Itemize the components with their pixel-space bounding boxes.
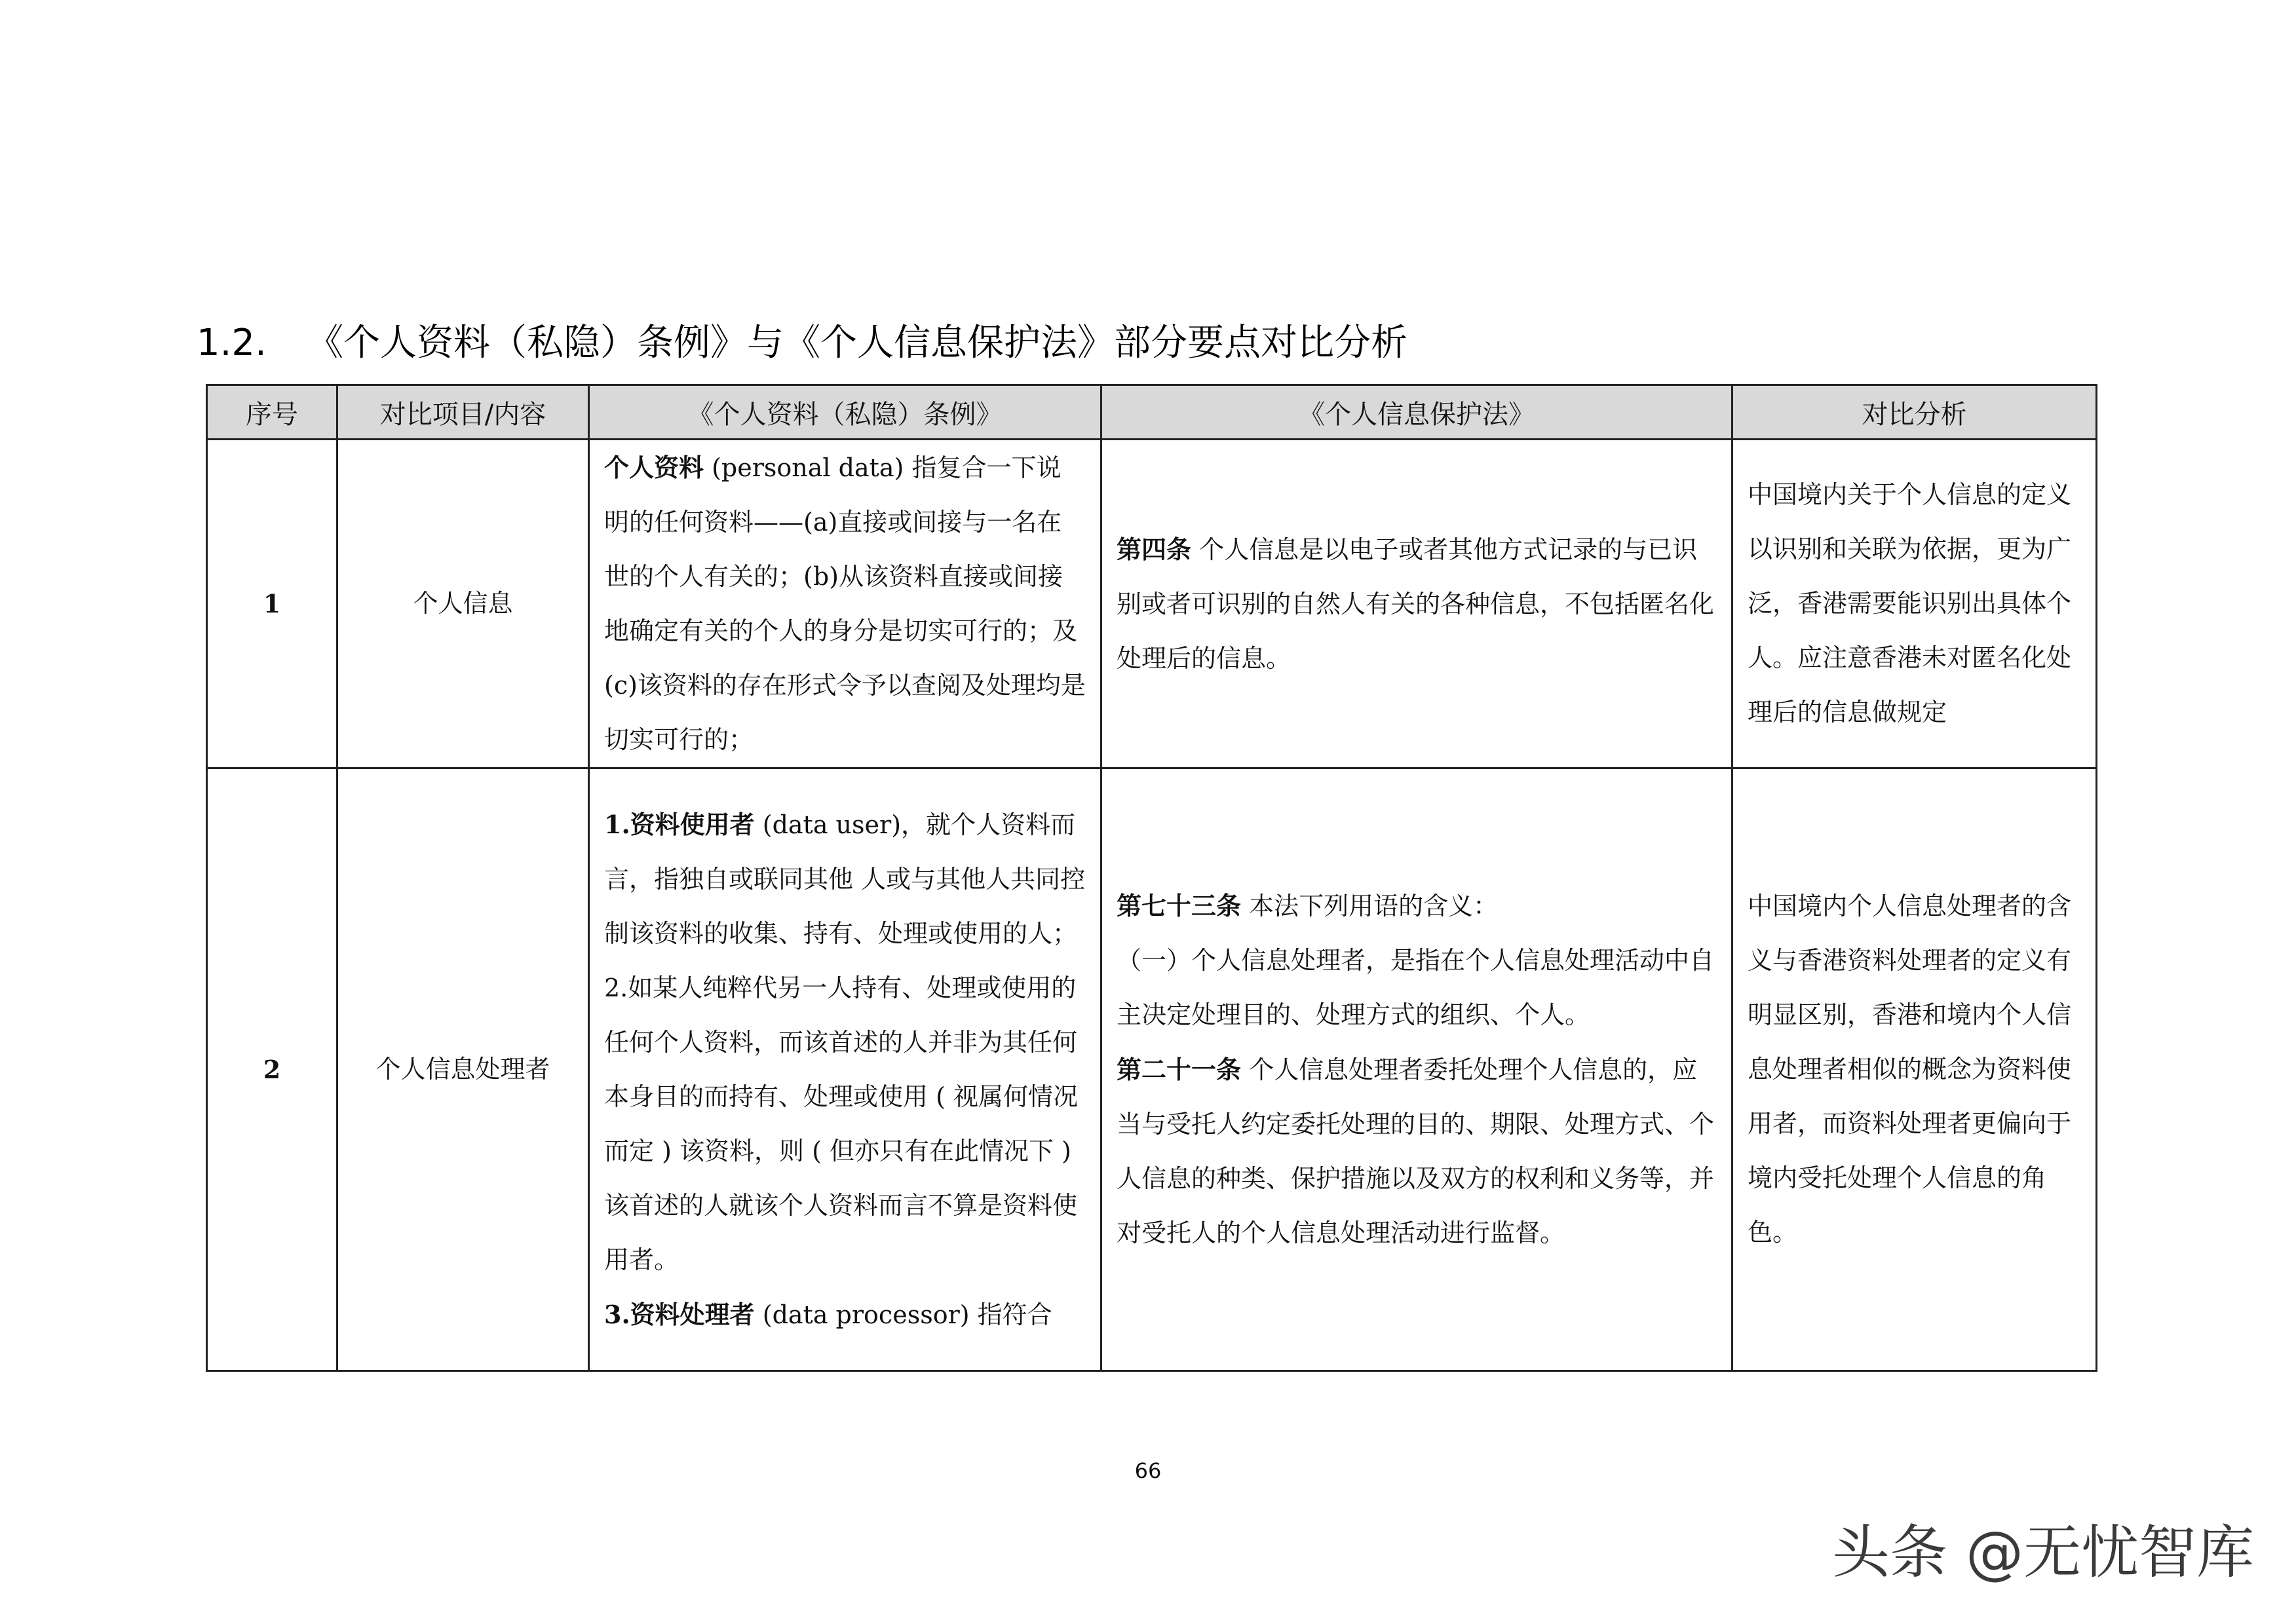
header-hk-ordinance: 《个人资料（私隐）条例》 bbox=[589, 385, 1101, 440]
pipl-text: 个人信息处理者委托处理个人信息的，应当与受托人约定委托处理的目的、期限、处理方式、个人信息的种类、保护措施以及双方的权利和义务等，并对受托人的个人信息处理活动进行监督。 bbox=[1117, 1055, 1715, 1247]
watermark: 头条 @无忧智库 bbox=[1832, 1519, 2254, 1586]
section-number: 1.2. bbox=[197, 322, 267, 364]
pipl-article: 第二十一条 bbox=[1117, 1055, 1242, 1084]
row-seq: 2 bbox=[207, 768, 337, 1371]
hk-term: 3.资料处理者 bbox=[604, 1299, 755, 1329]
hk-text: (data user)，就个人资料而言，指独自或联同其他 人或与其他人共同控制该资料的收集、持有、处理或使用的人； bbox=[604, 810, 1086, 948]
header-item: 对比项目/内容 bbox=[337, 385, 589, 440]
analysis-cell: 中国境内关于个人信息的定义以识别和关联为依据，更为广泛，香港需要能识别出具体个人。应注意香港未对匿名化处理后的信息做规定 bbox=[1732, 440, 2097, 768]
header-seq: 序号 bbox=[207, 385, 337, 440]
table-header-row bbox=[207, 385, 2097, 440]
pipl-text: 本法下列用语的含义： bbox=[1241, 892, 1499, 920]
hk-paragraph-3 bbox=[604, 1287, 1086, 1342]
section-title: 《个人资料（私隐）条例》与《个人信息保护法》部分要点对比分析 bbox=[307, 322, 1407, 364]
pipl-article: 第四条 bbox=[1117, 534, 1192, 564]
table-row bbox=[207, 768, 2097, 1371]
hk-definition-cell bbox=[589, 440, 1101, 768]
pipl-article-21 bbox=[1117, 1042, 1717, 1260]
analysis-cell: 中国境内个人信息处理者的含义与香港资料处理者的定义有明显区别，香港和境内个人信息处理者相似的概念为资料使用者，而资料处理者更偏向于境内受托处理个人信息的角色。 bbox=[1732, 768, 2097, 1371]
pipl-text: 个人信息是以电子或者其他方式记录的与已识别或者可识别的自然人有关的各种信息，不包括匿名化处理后的信息。 bbox=[1117, 535, 1715, 673]
header-pipl: 《个人信息保护法》 bbox=[1101, 385, 1732, 440]
pipl-article-73 bbox=[1117, 878, 1717, 934]
hk-text: (data processor) 指符合 bbox=[754, 1300, 1052, 1329]
table-row bbox=[207, 440, 2097, 768]
row-item: 个人信息处理者 bbox=[337, 768, 589, 1371]
header-analysis: 对比分析 bbox=[1732, 385, 2097, 440]
section-heading bbox=[197, 317, 1407, 369]
pipl-article-73-item: （一）个人信息处理者，是指在个人信息处理活动中自主决定处理目的、处理方式的组织、个人。 bbox=[1117, 946, 1715, 1029]
hk-paragraph-1 bbox=[604, 797, 1086, 961]
pipl-article: 第七十三条 bbox=[1117, 891, 1242, 920]
hk-definition-cell bbox=[589, 768, 1101, 1371]
pipl-definition-cell bbox=[1101, 440, 1732, 768]
row-item: 个人信息 bbox=[337, 440, 589, 768]
hk-term: 1.资料使用者 bbox=[604, 809, 755, 839]
page-number: 66 bbox=[1134, 1458, 1162, 1483]
comparison-table bbox=[206, 384, 2097, 1372]
row-seq: 1 bbox=[207, 440, 337, 768]
pipl-definition-cell bbox=[1101, 768, 1732, 1371]
hk-paragraph-2: 2.如某人纯粹代另一人持有、处理或使用的任何个人资料，而该首述的人并非为其任何本身目的而持有、处理或使用 ( 视属何情况而定 ) 该资料，则 ( 但亦只有在此情况下 ) 该首述的人就该个人资料而言不算是资料使用者。 bbox=[604, 973, 1078, 1274]
hk-term: 个人资料 bbox=[604, 453, 704, 482]
hk-text: (personal data) 指复合一下说明的任何资料——(a)直接或间接与一名在世的个人有关的；(b)从该资料直接或间接地确定有关的个人的身分是切实可行的；及 (c)该资料的存在形式令予以查阅及处理均是切实可行的； bbox=[604, 453, 1086, 754]
